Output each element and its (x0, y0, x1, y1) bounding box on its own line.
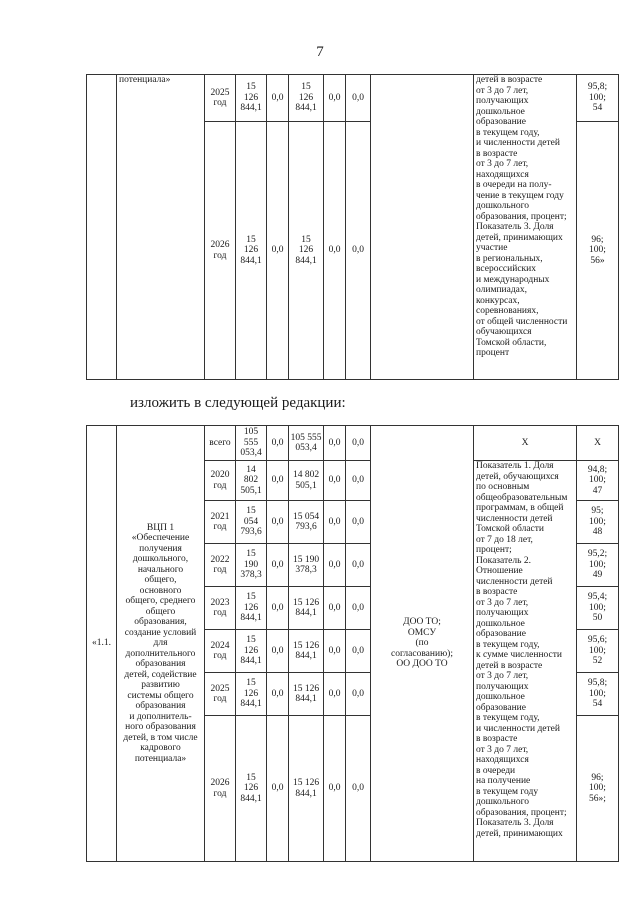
item-number-cell: «1.1. (87, 426, 117, 862)
federal-amount-cell: 0,0 (267, 673, 289, 716)
intro-text: изложить в следующей редакции: (130, 395, 346, 411)
municipal-amount-cell: 0,0 (324, 716, 346, 862)
extra-budget-cell: 0,0 (346, 501, 371, 544)
extra-budget-cell: 0,0 (346, 630, 371, 673)
federal-amount-cell: 0,0 (267, 122, 289, 380)
item-number-cell (87, 75, 117, 380)
federal-amount-cell: 0,0 (267, 461, 289, 501)
federal-amount-cell: 0,0 (267, 426, 289, 461)
indicator-value-cell: 96; 100; 56» (577, 122, 619, 380)
indicator-value-cell: 95,8; 100; 54 (577, 673, 619, 716)
indicator-value-cell: 95,6; 100; 52 (577, 630, 619, 673)
federal-amount-cell: 0,0 (267, 544, 289, 587)
total-amount-cell: 15 126 844,1 (236, 673, 267, 716)
top-table (86, 74, 619, 380)
extra-budget-cell: 0,0 (346, 587, 371, 630)
extra-budget-cell: 0,0 (346, 716, 371, 862)
regional-amount-cell: 15 126 844,1 (289, 587, 324, 630)
indicator-header-cell: Х (474, 426, 577, 461)
extra-budget-cell: 0,0 (346, 75, 371, 122)
regional-amount-cell: 15 126 844,1 (289, 122, 324, 380)
executor-cell: ДОО ТО; ОМСУ (по согласованию); ОО ДОО ТО (371, 426, 474, 862)
indicator-value-cell: 96; 100; 56»; (577, 716, 619, 862)
table-row (87, 75, 619, 122)
extra-budget-cell: 0,0 (346, 426, 371, 461)
federal-amount-cell: 0,0 (267, 630, 289, 673)
regional-amount-cell: 15 126 844,1 (289, 630, 324, 673)
regional-amount-cell: 105 555 053,4 (289, 426, 324, 461)
regional-amount-cell: 15 126 844,1 (289, 673, 324, 716)
extra-budget-cell: 0,0 (346, 544, 371, 587)
municipal-amount-cell: 0,0 (324, 544, 346, 587)
year-cell: 2026 год (205, 122, 236, 380)
indicator-value-cell: 95,2; 100; 49 (577, 544, 619, 587)
regional-amount-cell: 15 190 378,3 (289, 544, 324, 587)
year-cell: всего (205, 426, 236, 461)
regional-amount-cell: 15 126 844,1 (289, 75, 324, 122)
total-amount-cell: 15 054 793,6 (236, 501, 267, 544)
federal-amount-cell: 0,0 (267, 501, 289, 544)
executor-cell (371, 75, 474, 380)
total-amount-cell: 14 802 505,1 (236, 461, 267, 501)
municipal-amount-cell: 0,0 (324, 75, 346, 122)
total-amount-cell: 15 126 844,1 (236, 122, 267, 380)
extra-budget-cell: 0,0 (346, 122, 371, 380)
indicator-value-cell: Х (577, 426, 619, 461)
federal-amount-cell: 0,0 (267, 587, 289, 630)
municipal-amount-cell: 0,0 (324, 122, 346, 380)
program-name-cell: потенциала» (117, 75, 205, 380)
municipal-amount-cell: 0,0 (324, 501, 346, 544)
year-cell: 2024 год (205, 630, 236, 673)
year-cell: 2023 год (205, 587, 236, 630)
bottom-table (86, 425, 619, 862)
federal-amount-cell: 0,0 (267, 75, 289, 122)
total-amount-cell: 15 126 844,1 (236, 587, 267, 630)
federal-amount-cell: 0,0 (267, 716, 289, 862)
table-row (87, 426, 619, 461)
municipal-amount-cell: 0,0 (324, 673, 346, 716)
municipal-amount-cell: 0,0 (324, 630, 346, 673)
indicator-cell: Показатель 1. Доля детей, обучающихся по основным общеобразовательным программам, в общей численности детей Томской области от 7 до 18 лет, процент; Показатель 2. Отношение численности детей в возрасте от 3 до 7 лет, получающих дошкольное образование в текущем году, к сумме численности детей в возрасте от 3 до 7 лет, получающих дошкольное образование в текущем году, и численности детей в возрасте от 3 до 7 лет, находящихся в очереди на получение в текущем году дошкольного образования, процент; Показатель 3. Доля детей, принимающих (474, 461, 577, 862)
page-number: 7 (316, 44, 324, 60)
year-cell: 2020 год (205, 461, 236, 501)
municipal-amount-cell: 0,0 (324, 426, 346, 461)
regional-amount-cell: 15 054 793,6 (289, 501, 324, 544)
total-amount-cell: 15 190 378,3 (236, 544, 267, 587)
total-amount-cell: 15 126 844,1 (236, 716, 267, 862)
year-cell: 2021 год (205, 501, 236, 544)
indicator-value-cell: 94,8; 100; 47 (577, 461, 619, 501)
municipal-amount-cell: 0,0 (324, 587, 346, 630)
indicator-value-cell: 95,4; 100; 50 (577, 587, 619, 630)
year-cell: 2025 год (205, 75, 236, 122)
indicator-cell: детей в возрасте от 3 до 7 лет, получающих дошкольное образование в текущем году, и численности детей в возрасте от 3 до 7 лет, находящихся в очереди на полу- чение в текущем году дошкольного образования, процент; Показатель 3. Доля детей, принимающих участие в региональных, всероссийских и международных олимпиадах, конкурсах, соревнованиях, от общей численности обучающихся Томской области, процент (474, 75, 577, 380)
year-cell: 2025 год (205, 673, 236, 716)
total-amount-cell: 15 126 844,1 (236, 630, 267, 673)
total-amount-cell: 15 126 844,1 (236, 75, 267, 122)
total-amount-cell: 105 555 053,4 (236, 426, 267, 461)
program-name-cell: ВЦП 1 «Обеспечение получения дошкольного, начального общего, основного общего, среднего общего образования, создание условий для дополнительного образования детей, содействие развитию системы общего образования и дополнитель- ного образования детей, в том числе кадрового потенциала» (117, 426, 205, 862)
municipal-amount-cell: 0,0 (324, 461, 346, 501)
regional-amount-cell: 14 802 505,1 (289, 461, 324, 501)
regional-amount-cell: 15 126 844,1 (289, 716, 324, 862)
year-cell: 2026 год (205, 716, 236, 862)
indicator-value-cell: 95; 100; 48 (577, 501, 619, 544)
extra-budget-cell: 0,0 (346, 673, 371, 716)
extra-budget-cell: 0,0 (346, 461, 371, 501)
year-cell: 2022 год (205, 544, 236, 587)
indicator-value-cell: 95,8; 100; 54 (577, 75, 619, 122)
